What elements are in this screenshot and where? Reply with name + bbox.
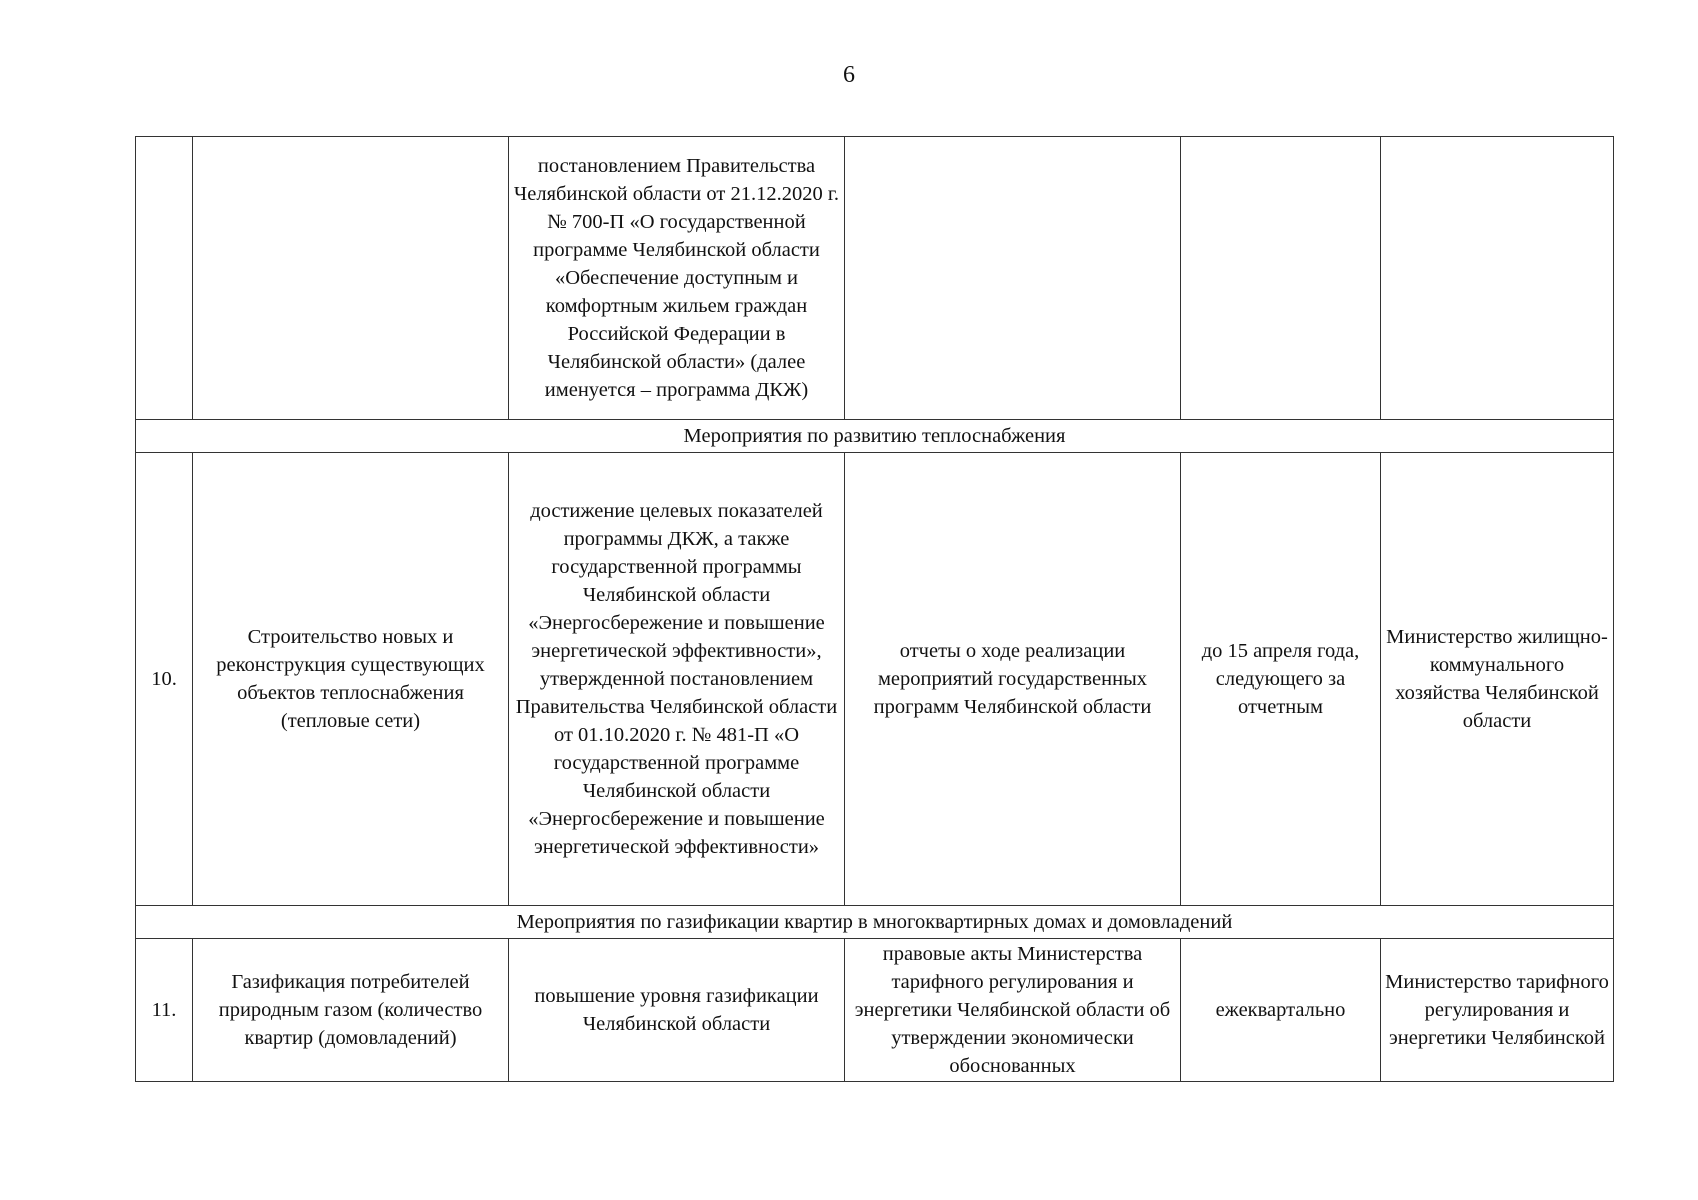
measure-cell [193, 453, 509, 906]
section-heading-heat: Мероприятия по развитию теплоснабжения [136, 420, 1614, 453]
documents-cell-empty [845, 137, 1181, 420]
responsible-text: Министерство жилищно-коммунального хозяйства Челябинской области [1386, 626, 1608, 732]
measure-text: Газификация потребителей природным газом (количество квартир (домовладений) [218, 971, 483, 1049]
responsible-cell [1381, 939, 1614, 1082]
deadline-text: до 15 апреля года, следующего за отчетным [1201, 640, 1360, 718]
documents-text: правовые акты Министерства тарифного регулирования и энергетики Челябинской области об утверждении экономически обоснованных [854, 943, 1171, 1077]
deadline-cell [1181, 453, 1381, 906]
section-row-heat [136, 420, 1614, 453]
deadline-cell-empty [1181, 137, 1381, 420]
documents-cell [845, 453, 1181, 906]
responsible-cell [1381, 453, 1614, 906]
page-number: 6 [843, 62, 855, 88]
responsible-cell-empty [1381, 137, 1614, 420]
documents-text: отчеты о ходе реализации мероприятий государственных программ Челябинской области [873, 640, 1152, 718]
table-row-continuation [136, 137, 1614, 420]
documents-cell [845, 939, 1181, 1082]
responsible-text: Министерство тарифного регулирования и энергетики Челябинской [1385, 971, 1609, 1049]
basis-text: постановлением Правительства Челябинской области от 21.12.2020 г. № 700-П «О государственной программе Челябинской области «Обеспечение доступным и комфортным жильем граждан Российской Федерации в Челябинской области» (далее именуется – программа ДКЖ) [513, 155, 840, 401]
deadline-cell [1181, 939, 1381, 1082]
table-row-10 [136, 453, 1614, 906]
measure-cell-empty [193, 137, 509, 420]
goal-cell [509, 453, 845, 906]
measure-cell [193, 939, 509, 1082]
goal-cell [509, 939, 845, 1082]
basis-cell [509, 137, 845, 420]
section-row-gas [136, 906, 1614, 939]
deadline-text: ежеквартально [1215, 999, 1346, 1021]
measures-table [135, 136, 1614, 1082]
goal-text: достижение целевых показателей программы ДКЖ, а также государственной программы Челябинской области «Энергосбережение и повышение энергетической эффективности», утвержденной постановлением Правительства Челябинской области от 01.10.2020 г. № 481-П «О государственной программе Челябинской области «Энергосбережение и повышение энергетической эффективности» [515, 500, 838, 858]
number-cell-empty [136, 137, 193, 420]
row-number: 11. [136, 939, 193, 1082]
table-row-11 [136, 939, 1614, 1082]
measure-text: Строительство новых и реконструкция существующих объектов теплоснабжения (тепловые сети) [216, 626, 485, 732]
goal-text: повышение уровня газификации Челябинской области [534, 985, 819, 1035]
section-heading-gas: Мероприятия по газификации квартир в многоквартирных домах и домовладений [136, 906, 1614, 939]
row-number: 10. [136, 453, 193, 906]
